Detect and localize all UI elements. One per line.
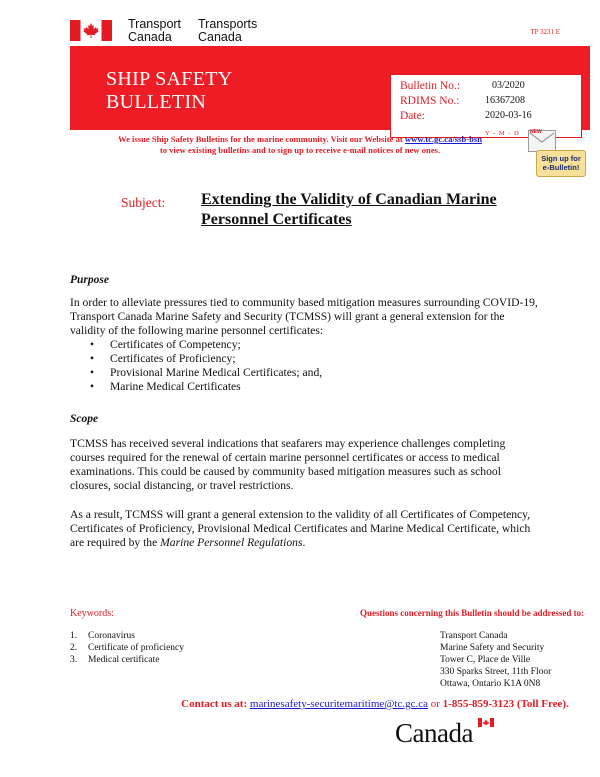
department-name-en: Transport Canada bbox=[128, 17, 182, 44]
purpose-section bbox=[70, 296, 540, 394]
bulletin-title: SHIP SAFETY BULLETIN bbox=[106, 68, 233, 113]
tp-number: TP 3231 E bbox=[530, 28, 560, 36]
date-row: Date: 2020-03-16 bbox=[400, 110, 532, 122]
contact-line: Contact us at: marinesafety-securitemaritime@tc.gc.ca or 1-855-859-3123 (Toll Free). bbox=[181, 698, 569, 710]
questions-label: Questions concerning this Bulletin should be addressed to: bbox=[360, 608, 585, 618]
bulletin-info-box bbox=[390, 74, 582, 138]
email-link[interactable]: marinesafety-securitemaritime@tc.gc.ca bbox=[249, 698, 428, 710]
subject-label: Subject: bbox=[121, 195, 166, 210]
scope-paragraph-1: TCMSS has received several indications that seafarers may experience challenges completing courses required for the renewal of certain marine personnel certificates or access to medical examinations. This could be caused by community based mitigation measures such as school closures, social distancing, or travel restrictions. bbox=[70, 437, 506, 492]
rdims-number-row: RDIMS No.: 16367208 bbox=[400, 95, 525, 107]
keywords-label: Keywords: bbox=[70, 608, 114, 619]
signup-label: Sign up for e-Bulletin! bbox=[536, 150, 586, 177]
wordmark-flag-icon bbox=[478, 718, 494, 727]
list-item: • Certificates of Competency; bbox=[90, 338, 540, 352]
list-item: 3. Medical certificate bbox=[70, 655, 160, 665]
certificate-list bbox=[90, 338, 540, 394]
list-item: • Provisional Marine Medical Certificates; and, bbox=[90, 366, 540, 380]
list-item: • Marine Medical Certificates bbox=[90, 380, 540, 394]
envelope-icon bbox=[528, 130, 556, 152]
canada-flag-icon bbox=[70, 20, 112, 41]
department-name-fr: Transports Canada bbox=[198, 17, 258, 44]
website-notice: We issue Ship Safety Bulletins for the marine community. Visit our Website at www.tc.gc.ca/ssb-bsn to view existing bulletins and to sign up to receive e-mail notices of new ones. bbox=[117, 134, 483, 155]
ebulletin-signup-button[interactable] bbox=[528, 130, 588, 182]
list-item: • Certificates of Proficiency; bbox=[90, 352, 540, 366]
new-badge: NEW bbox=[530, 129, 542, 135]
website-link[interactable]: www.tc.gc.ca/ssb-bsn bbox=[404, 134, 483, 144]
scope-heading: Scope bbox=[70, 413, 99, 425]
contact-address: Transport Canada Marine Safety and Security Tower C, Place de Ville 330 Sparks Street, 11th Floor Ottawa, Ontario K1A 0N8 bbox=[440, 631, 552, 689]
date-format-hint: Y - M - D bbox=[485, 130, 520, 137]
bulletin-number-row: Bulletin No.: 03/2020 bbox=[400, 80, 525, 92]
canada-wordmark: Canada bbox=[395, 718, 473, 748]
scope-paragraph-2: As a result, TCMSS will grant a general extension to the validity of all Certificates of Competency, Certificates of Proficiency, Provisional Medical Certificates and Marine Medical Certificate, which are required by the Marine Personnel Regulations. bbox=[70, 508, 531, 549]
keywords-list bbox=[70, 630, 184, 666]
subject-title: Extending the Validity of Canadian Marine Personnel Certificates bbox=[201, 191, 497, 228]
purpose-paragraph: In order to alleviate pressures tied to community based mitigation measures surrounding COVID-19, Transport Canada Marine Safety and Security (TCMSS) will grant a general extension for the validity of the following marine personnel certificates: bbox=[70, 296, 538, 337]
list-item: 1. Coronavirus bbox=[70, 631, 135, 641]
list-item: 2. Certificate of proficiency bbox=[70, 643, 185, 653]
purpose-heading: Purpose bbox=[70, 274, 109, 286]
